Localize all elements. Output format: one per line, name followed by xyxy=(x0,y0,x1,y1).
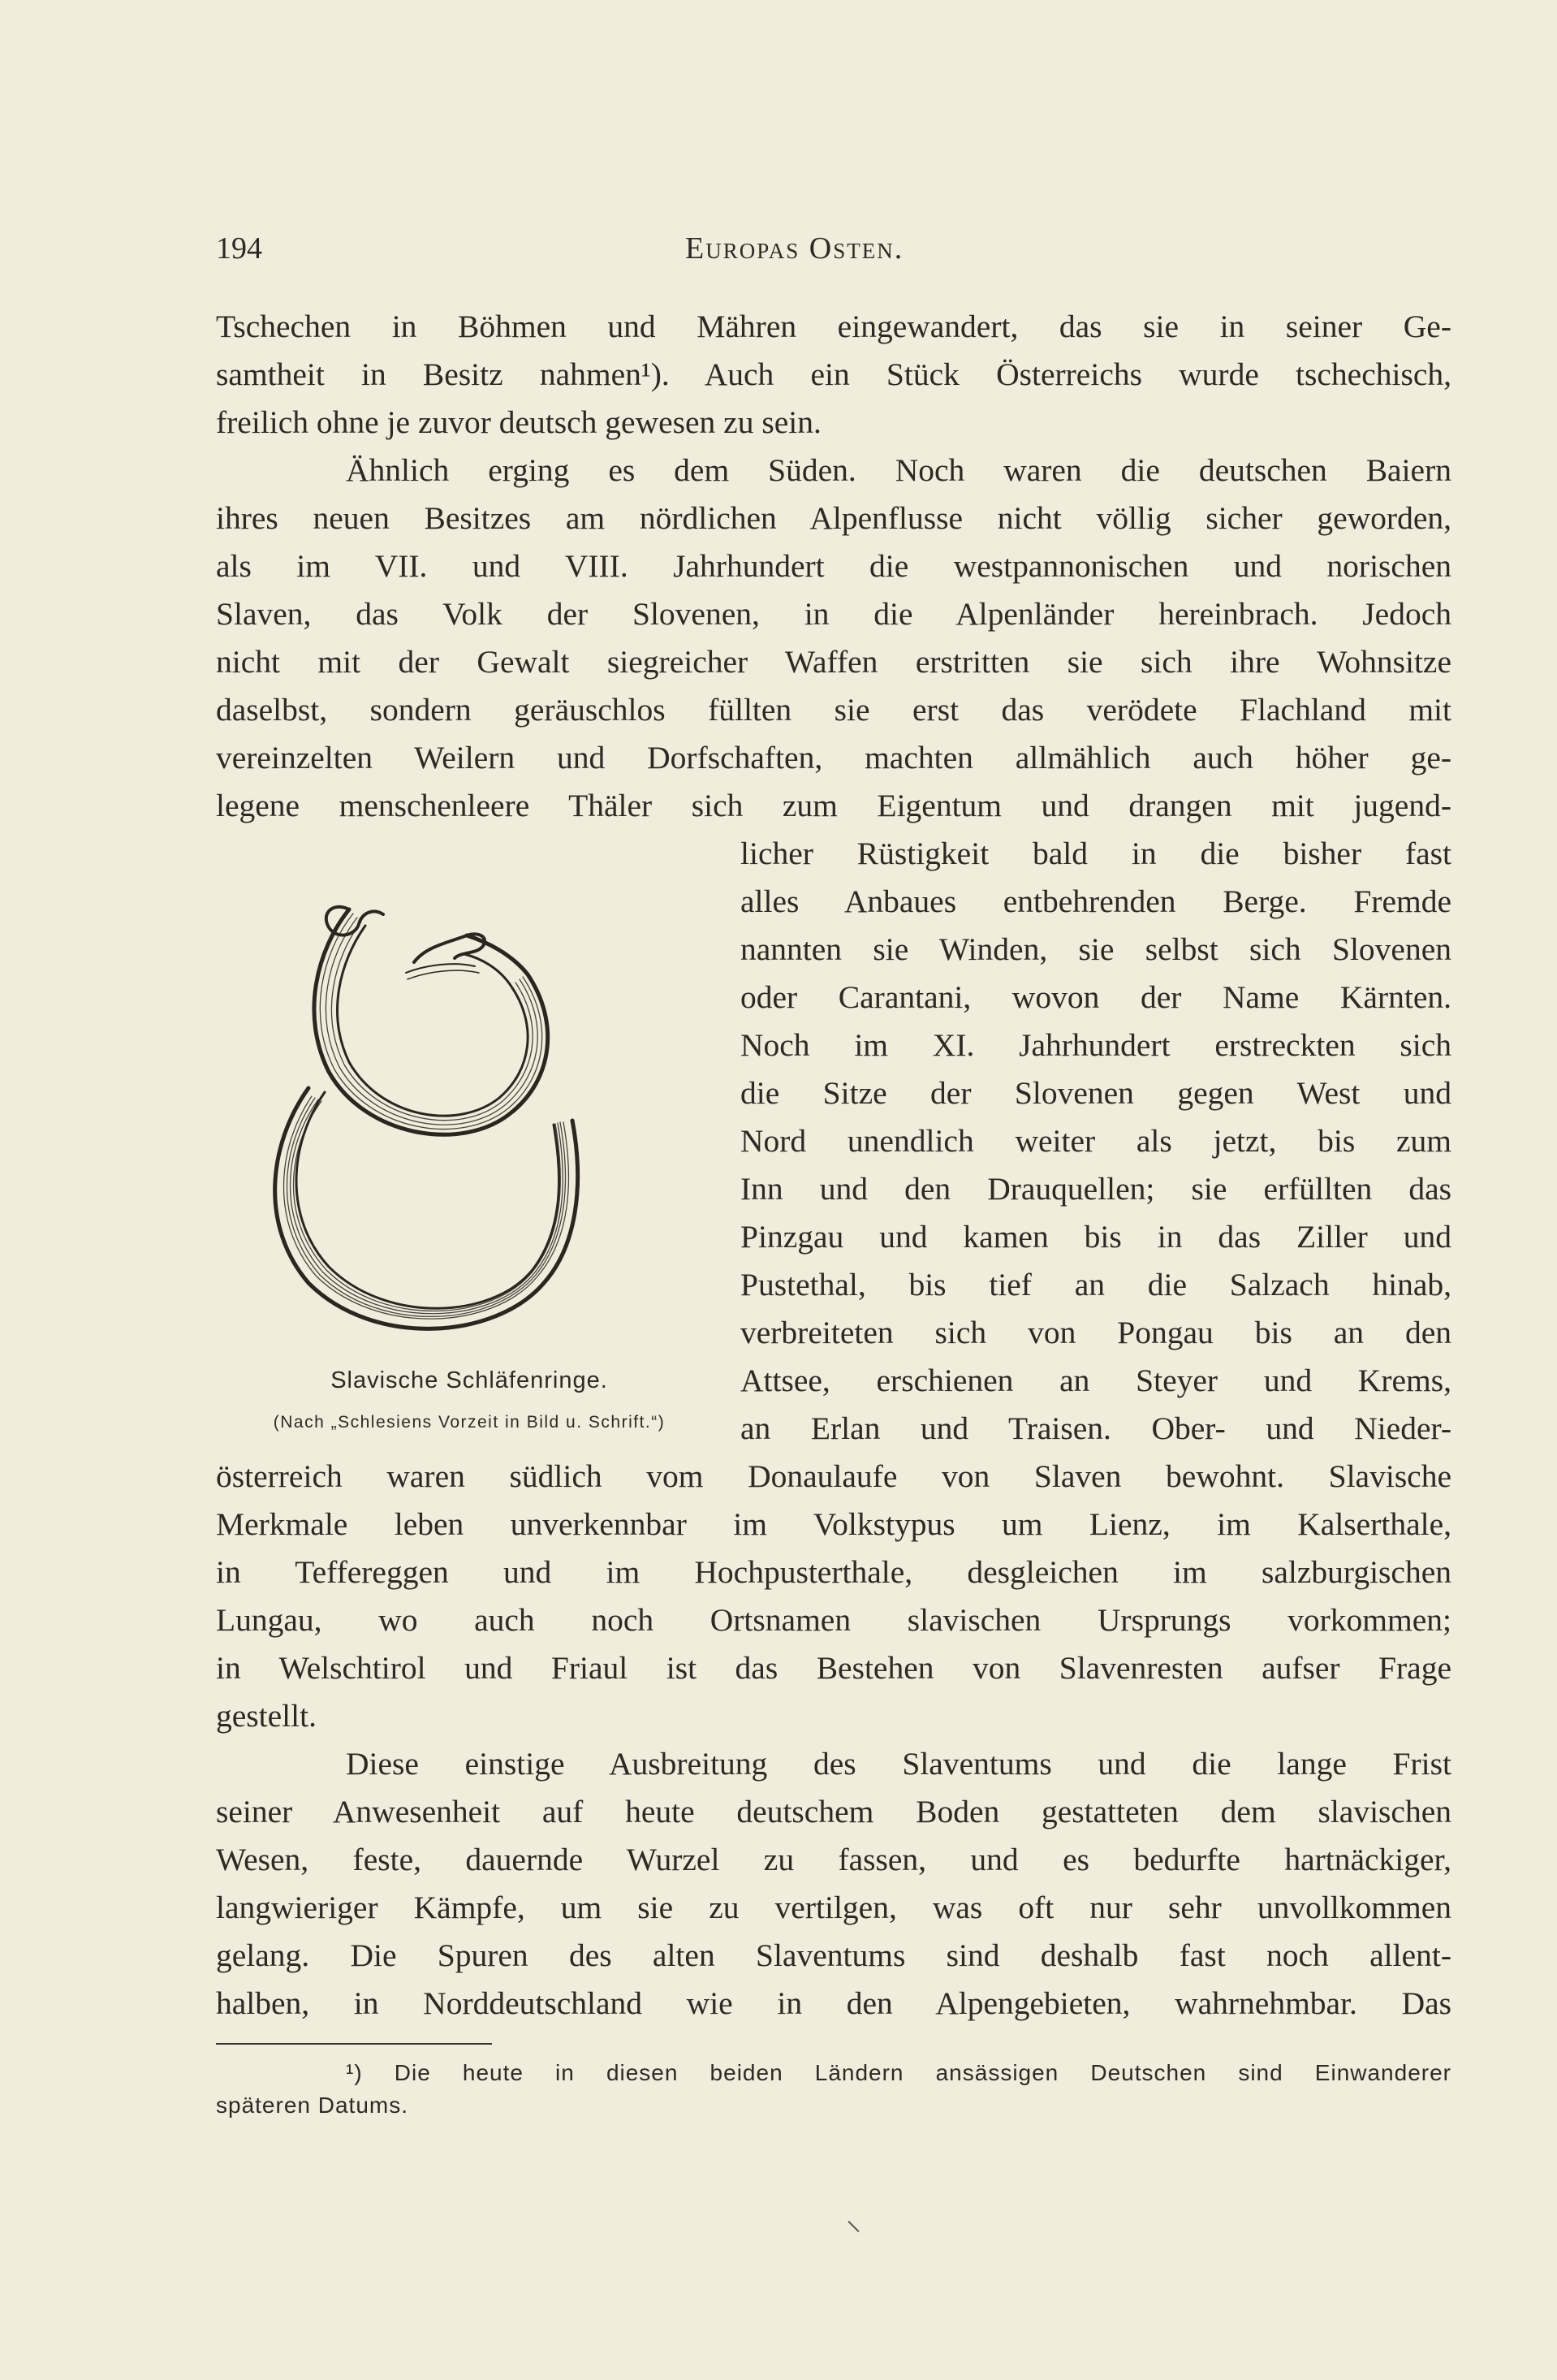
text-line: Diese einstige Ausbreitung des Slaventums und die lange Frist xyxy=(346,1746,1451,1782)
text-line: Merkmale leben unverkennbar im Volkstypus um Lienz, im Kalserthale, xyxy=(216,1506,1451,1542)
temple-rings-illustration xyxy=(252,877,706,1364)
footnote-line: späteren Datums. xyxy=(216,2093,408,2118)
page-number: 194 xyxy=(216,231,262,266)
text-line: in Teffereggen und im Hochpusterthale, desgleichen im salzburgischen xyxy=(216,1554,1451,1590)
text-line: vereinzelten Weilern und Dorfschaften, machten allmählich auch höher ge- xyxy=(216,740,1451,775)
text-line: österreich waren südlich vom Donaulaufe von Slaven bewohnt. Slavische xyxy=(216,1458,1451,1494)
text-line: Attsee, erschienen an Steyer und Krems, xyxy=(740,1363,1451,1398)
text-line: halben, in Norddeutschland wie in den Alpengebieten, wahrnehmbar. Das xyxy=(216,1985,1451,2021)
text-line: Noch im XI. Jahrhundert erstreckten sich xyxy=(740,1027,1451,1063)
text-line: licher Rüstigkeit bald in die bisher fast xyxy=(740,836,1451,871)
footnote-rule xyxy=(216,2043,492,2045)
figure-caption-source: (Nach „Schlesiens Vorzeit in Bild u. Schrift.“) xyxy=(273,1413,666,1432)
text-line: samtheit in Besitz nahmen¹). Auch ein Stück Österreichs wurde tschechisch, xyxy=(216,356,1451,392)
large-ring-outer xyxy=(275,1088,578,1328)
text-line: legene menschenleere Thäler sich zum Eigentum und drangen mit jugend- xyxy=(216,788,1451,823)
text-line: ihres neuen Besitzes am nördlichen Alpenflusse nicht völlig sicher geworden, xyxy=(216,500,1451,536)
text-line: an Erlan und Traisen. Ober- und Nieder- xyxy=(740,1410,1451,1446)
text-line: verbreiteten sich von Pongau bis an den xyxy=(740,1315,1451,1350)
text-line: seiner Anwesenheit auf heute deutschem Boden gestatteten dem slavischen xyxy=(216,1794,1451,1829)
text-line: Pinzgau und kamen bis in das Ziller und xyxy=(740,1219,1451,1255)
large-ring-inner xyxy=(296,1092,559,1308)
text-line: Wesen, feste, dauernde Wurzel zu fassen, und es bedurfte hartnäckiger, xyxy=(216,1842,1451,1877)
text-line: oder Carantani, wovon der Name Kärnten. xyxy=(740,979,1451,1015)
text-line: nannten sie Winden, sie selbst sich Slovenen xyxy=(740,931,1451,967)
text-line: nicht mit der Gewalt siegreicher Waffen erstritten sie sich ihre Wohnsitze xyxy=(216,644,1451,680)
text-line: Slaven, das Volk der Slovenen, in die Alpenländer hereinbrach. Jedoch xyxy=(216,596,1451,632)
text-line: gestellt. xyxy=(216,1698,317,1734)
text-line: Lungau, wo auch noch Ortsnamen slavischen Ursprungs vorkommen; xyxy=(216,1602,1451,1638)
text-line: die Sitze der Slovenen gegen West und xyxy=(740,1075,1451,1111)
text-line: langwieriger Kämpfe, um sie zu vertilgen, was oft nur sehr unvollkommen xyxy=(216,1890,1451,1925)
text-line: als im VII. und VIII. Jahrhundert die westpannonischen und norischen xyxy=(216,548,1451,584)
text-line: Inn und den Drauquellen; sie erfüllten das xyxy=(740,1171,1451,1207)
text-line: Nord unendlich weiter als jetzt, bis zum xyxy=(740,1123,1451,1159)
text-line: Ähnlich erging es dem Süden. Noch waren die deutschen Baiern xyxy=(346,452,1451,488)
text-line: daselbst, sondern geräuschlos füllten sie erst das verödete Flachland mit xyxy=(216,692,1451,728)
text-line: Pustethal, bis tief an die Salzach hinab, xyxy=(740,1267,1451,1302)
small-ring-inner xyxy=(338,926,528,1116)
text-line: gelang. Die Spuren des alten Slaventums sind deshalb fast noch allent- xyxy=(216,1937,1451,1973)
stray-mark: ⸜ xyxy=(846,2203,862,2237)
footnote-line: ¹) Die heute in diesen beiden Ländern ansässigen Deutschen sind Einwanderer xyxy=(346,2060,1451,2085)
figure-caption-title: Slavische Schläfenringe. xyxy=(330,1367,608,1393)
text-line: freilich ohne je zuvor deutsch gewesen zu sein. xyxy=(216,404,822,440)
text-line: alles Anbaues entbehrenden Berge. Fremde xyxy=(740,883,1451,919)
text-line: Tschechen in Böhmen und Mähren eingewandert, das sie in seiner Ge- xyxy=(216,309,1451,344)
text-line: in Welschtirol und Friaul ist das Bestehen von Slavenresten aufser Frage xyxy=(216,1650,1451,1686)
small-ring-outer xyxy=(314,909,548,1134)
running-head: Europas Osten. xyxy=(685,231,904,266)
